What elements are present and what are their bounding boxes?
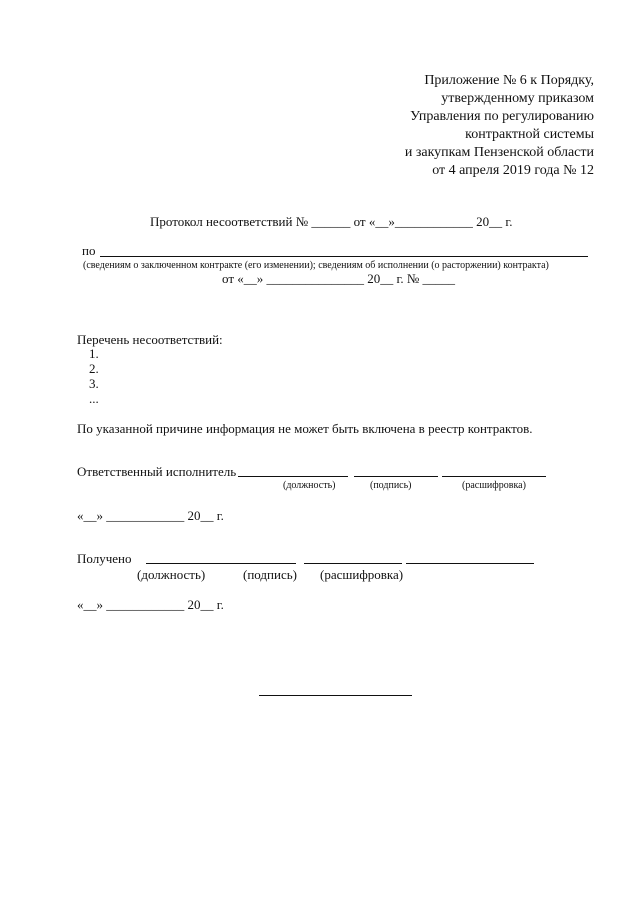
approval-line: и закупкам Пензенской области — [404, 145, 594, 160]
received-date: «__» ____________ 20__ г. — [77, 597, 224, 612]
received-label: Получено — [77, 551, 132, 566]
executor-label: Ответственный исполнитель — [77, 464, 237, 479]
list-item: ... — [89, 391, 99, 406]
executor-name-caption: (расшифровка) — [462, 480, 526, 491]
protocol-title: Протокол несоответствий № ______ от «__»____________ 20__ г. — [150, 214, 513, 229]
received-name-caption: (расшифровка) — [320, 567, 404, 582]
executor-position-caption: (должность) — [283, 480, 336, 491]
received-signature-caption: (подпись) — [243, 567, 297, 582]
approval-line: Приложение № 6 к Порядку, — [424, 73, 594, 88]
approval-line: от 4 апреля 2019 года № 12 — [432, 163, 594, 178]
approval-line: Управления по регулированию — [410, 109, 594, 124]
approval-block — [300, 72, 594, 182]
basis-caption: (сведениям о заключенном контракте (его изменении); сведениям об исполнении (о расторжении) контракта) — [83, 260, 549, 271]
reason-text: По указанной причине информация не может быть включена в реестр контрактов. — [77, 421, 533, 436]
list-item: 3. — [89, 376, 99, 391]
received-position-caption: (должность) — [137, 567, 206, 582]
basis-date-line: от «__» _______________ 20__ г. № _____ — [222, 271, 456, 286]
received-name-line — [406, 563, 534, 564]
executor-signature-line — [354, 476, 438, 477]
received-signature-line — [304, 563, 402, 564]
closing-separator — [259, 695, 412, 696]
executor-date: «__» ____________ 20__ г. — [77, 508, 224, 523]
basis-underline — [100, 256, 588, 257]
list-item: 1. — [89, 346, 99, 361]
approval-line: контрактной системы — [465, 127, 594, 142]
received-position-line — [146, 563, 296, 564]
discrepancies-heading: Перечень несоответствий: — [77, 332, 223, 347]
executor-position-line — [238, 476, 348, 477]
list-item: 2. — [89, 361, 99, 376]
executor-name-line — [442, 476, 546, 477]
basis-prefix: по — [82, 243, 96, 258]
approval-line: утвержденному приказом — [441, 91, 594, 106]
executor-signature-caption: (подпись) — [370, 480, 412, 491]
